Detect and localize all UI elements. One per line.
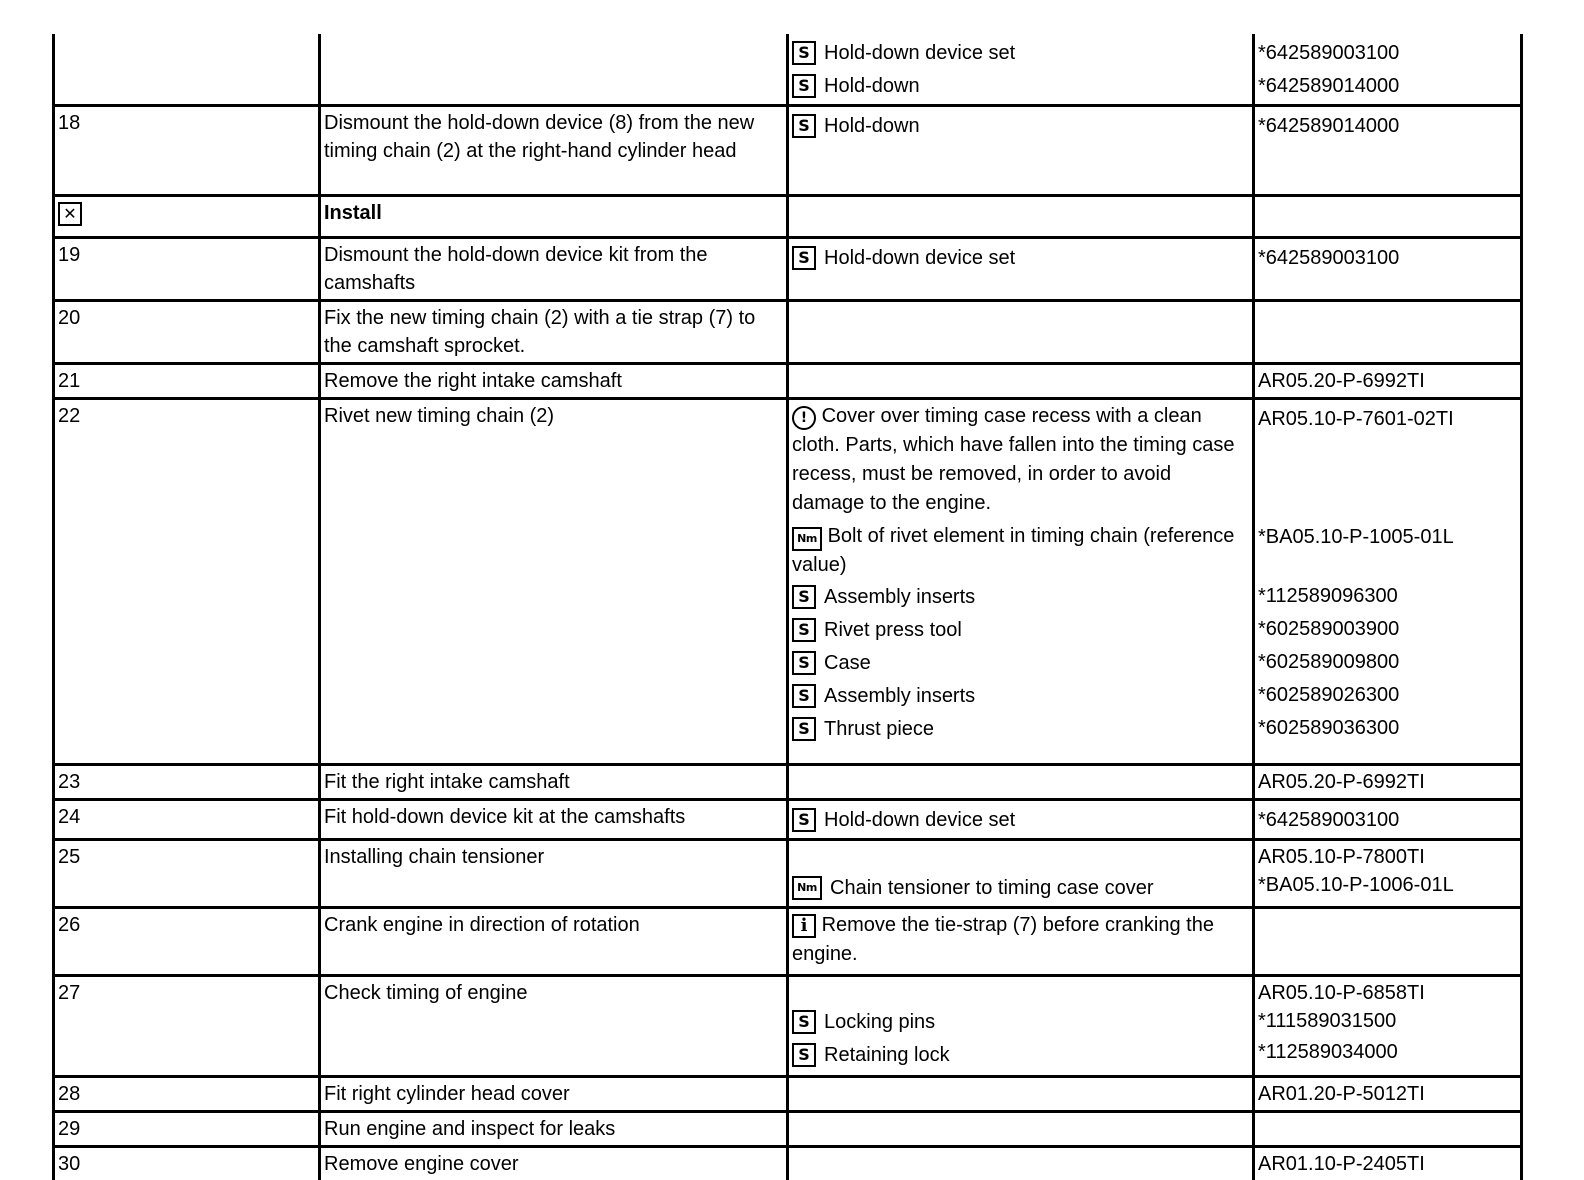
step-text: Remove engine cover <box>320 1147 788 1180</box>
table-row <box>54 34 1522 106</box>
step-text: Dismount the hold-down device kit from the camshafts <box>320 238 788 301</box>
reference-link[interactable]: AR01.20-P-5012TI <box>1254 1077 1522 1112</box>
table-row <box>54 908 1522 976</box>
torque-icon: Nm <box>792 527 822 551</box>
reference-link[interactable]: AR01.10-P-2405TI <box>1254 1147 1522 1180</box>
special-tool-icon: S <box>792 246 816 270</box>
part-number-link[interactable]: *642589003100 <box>1258 803 1516 836</box>
tool-entry: S Thrust piece <box>792 712 1248 745</box>
step-text: Fit hold-down device kit at the camshafts <box>320 800 788 840</box>
step-number: 30 <box>54 1147 320 1180</box>
step-number: 28 <box>54 1077 320 1112</box>
procedure-table <box>52 34 1523 1180</box>
step-number: 24 <box>54 800 320 840</box>
part-number-link[interactable]: *602589026300 <box>1258 678 1516 711</box>
step-text: Crank engine in direction of rotation <box>320 908 788 976</box>
tools-cell <box>788 800 1254 840</box>
step-number: 18 <box>54 106 320 196</box>
step-cell <box>54 34 320 106</box>
info-note: i Remove the tie-strap (7) before cranking the engine. <box>792 911 1248 969</box>
reference-link[interactable]: AR05.10-P-6858TI <box>1258 979 1516 1007</box>
step-cell <box>54 196 320 238</box>
warning-icon: ! <box>792 406 816 430</box>
step-text: Run engine and inspect for leaks <box>320 1112 788 1147</box>
table-row <box>54 976 1522 1077</box>
reference-cell <box>1254 1112 1522 1147</box>
section-heading: Install <box>320 196 788 238</box>
special-tool-icon: S <box>792 585 816 609</box>
part-number-link[interactable]: *111589031500 <box>1258 1007 1516 1035</box>
reference-cell <box>1254 800 1522 840</box>
special-tool-icon: S <box>792 1043 816 1067</box>
table-row <box>54 399 1522 765</box>
tools-cell <box>788 238 1254 301</box>
reference-link[interactable]: AR05.20-P-6992TI <box>1254 364 1522 399</box>
table-row <box>54 800 1522 840</box>
reference-link[interactable]: AR05.10-P-7601-02TI <box>1258 402 1516 435</box>
step-text: Fix the new timing chain (2) with a tie strap (7) to the camshaft sprocket. <box>320 301 788 364</box>
step-number: 27 <box>54 976 320 1077</box>
table-row <box>54 364 1522 399</box>
reference-link[interactable]: AR05.20-P-6992TI <box>1254 765 1522 800</box>
part-number-link[interactable]: *602589036300 <box>1258 711 1516 744</box>
tool-entry: S Hold-down device set <box>792 241 1248 274</box>
part-number-link[interactable]: *642589003100 <box>1258 36 1516 69</box>
tools-cell <box>788 1112 1254 1147</box>
step-number: 19 <box>54 238 320 301</box>
tools-cell <box>788 34 1254 106</box>
reference-cell <box>1254 399 1522 765</box>
step-number: 22 <box>54 399 320 765</box>
warning-note: ! Cover over timing case recess with a clean cloth. Parts, which have fallen into the timing case recess, must be removed, in order to avoid damage to the engine. <box>792 402 1248 518</box>
special-tool-icon: S <box>792 651 816 675</box>
special-tool-icon: S <box>792 74 816 98</box>
tools-cell <box>788 1077 1254 1112</box>
tool-entry: S Locking pins <box>792 1005 1248 1038</box>
special-tool-icon: S <box>792 114 816 138</box>
table-row <box>54 1112 1522 1147</box>
special-tool-icon: S <box>792 1010 816 1034</box>
step-text: Rivet new timing chain (2) <box>320 399 788 765</box>
tools-cell <box>788 976 1254 1077</box>
tool-entry: S Rivet press tool <box>792 613 1248 646</box>
part-number-link[interactable]: *112589096300 <box>1258 579 1516 612</box>
table-row <box>54 1077 1522 1112</box>
reference-cell <box>1254 106 1522 196</box>
tools-cell <box>788 106 1254 196</box>
step-text: Check timing of engine <box>320 976 788 1077</box>
tool-entry: S Hold-down <box>792 69 1248 102</box>
table-row <box>54 196 1522 238</box>
part-number-link[interactable]: *642589014000 <box>1258 109 1516 142</box>
step-number: 25 <box>54 840 320 908</box>
torque-entry: Nm Chain tensioner to timing case cover <box>792 871 1248 904</box>
install-icon: ✕ <box>58 202 82 226</box>
table-row <box>54 1147 1522 1180</box>
special-tool-icon: S <box>792 618 816 642</box>
part-number-link[interactable]: *602589003900 <box>1258 612 1516 645</box>
step-text: Remove the right intake camshaft <box>320 364 788 399</box>
part-number-link[interactable]: *BA05.10-P-1006-01L <box>1258 871 1516 899</box>
step-number: 23 <box>54 765 320 800</box>
reference-link[interactable]: AR05.10-P-7800TI <box>1258 843 1516 871</box>
tools-cell <box>788 1147 1254 1180</box>
special-tool-icon: S <box>792 41 816 65</box>
part-number-link[interactable]: *642589014000 <box>1258 69 1516 102</box>
torque-icon: Nm <box>792 876 822 900</box>
procedure-document <box>52 34 1520 1180</box>
table-row <box>54 765 1522 800</box>
step-text <box>320 34 788 106</box>
table-row <box>54 301 1522 364</box>
torque-entry: Nm Bolt of rivet element in timing chain (reference value) <box>792 522 1248 580</box>
reference-cell <box>1254 238 1522 301</box>
reference-cell <box>1254 196 1522 238</box>
step-number: 20 <box>54 301 320 364</box>
info-icon: i <box>792 914 816 938</box>
tools-cell <box>788 364 1254 399</box>
tool-entry: S Hold-down <box>792 109 1248 142</box>
part-number-link[interactable]: *602589009800 <box>1258 645 1516 678</box>
table-row <box>54 238 1522 301</box>
step-text: Installing chain tensioner <box>320 840 788 908</box>
tools-cell <box>788 196 1254 238</box>
part-number-link[interactable]: *BA05.10-P-1005-01L <box>1258 520 1516 553</box>
tool-entry: S Retaining lock <box>792 1038 1248 1071</box>
tool-entry: S Hold-down device set <box>792 803 1248 836</box>
tools-cell <box>788 399 1254 765</box>
tool-entry: S Hold-down device set <box>792 36 1248 69</box>
reference-cell <box>1254 301 1522 364</box>
reference-cell <box>1254 840 1522 908</box>
step-text: Fit right cylinder head cover <box>320 1077 788 1112</box>
special-tool-icon: S <box>792 717 816 741</box>
reference-cell <box>1254 976 1522 1077</box>
special-tool-icon: S <box>792 684 816 708</box>
step-number: 21 <box>54 364 320 399</box>
table-row <box>54 106 1522 196</box>
reference-cell <box>1254 908 1522 976</box>
tool-entry: S Case <box>792 646 1248 679</box>
tools-cell <box>788 765 1254 800</box>
tools-cell <box>788 301 1254 364</box>
table-row <box>54 840 1522 908</box>
step-number: 26 <box>54 908 320 976</box>
tools-cell <box>788 908 1254 976</box>
step-text: Dismount the hold-down device (8) from the new timing chain (2) at the right-hand cylinder head <box>320 106 788 196</box>
step-number: 29 <box>54 1112 320 1147</box>
part-number-link[interactable]: *642589003100 <box>1258 241 1516 274</box>
tools-cell <box>788 840 1254 908</box>
special-tool-icon: S <box>792 808 816 832</box>
tool-entry: S Assembly inserts <box>792 580 1248 613</box>
reference-cell <box>1254 34 1522 106</box>
tool-entry: S Assembly inserts <box>792 679 1248 712</box>
step-text: Fit the right intake camshaft <box>320 765 788 800</box>
part-number-link[interactable]: *112589034000 <box>1258 1035 1516 1068</box>
